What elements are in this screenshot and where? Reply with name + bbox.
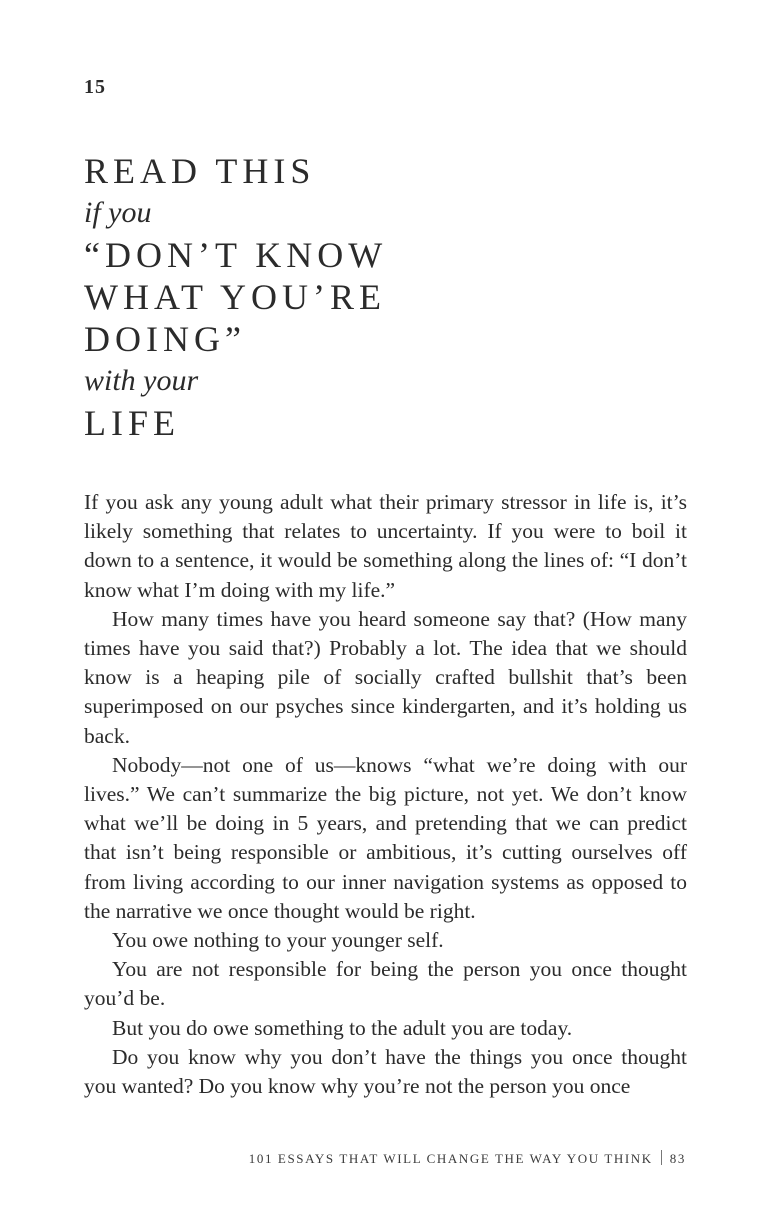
page-number: 83	[669, 1151, 686, 1166]
title-line: if you	[84, 196, 152, 229]
title-line: “DON’T KNOW	[84, 235, 388, 275]
paragraph: You owe nothing to your younger self.	[112, 928, 444, 953]
title-line: WHAT YOU’RE	[84, 277, 386, 317]
chapter-number: 15	[84, 76, 106, 98]
title-line: DOING”	[84, 319, 246, 359]
footer-book-title: 101 ESSAYS THAT WILL CHANGE THE WAY YOU THINK	[248, 1151, 653, 1166]
paragraph: You are not responsible for being the person you once thought you’d be.	[84, 957, 687, 1011]
chapter-title	[84, 150, 584, 444]
paragraph: If you ask any young adult what their primary stressor in life is, it’s likely something that relates to uncertainty. If you were to boil it down to a sentence, it would be something along the lines of: “I don’t know what I’m doing with my life.”	[84, 490, 687, 602]
paragraph: How many times have you heard someone say that? (How many times have you said that?) Probably a lot. The idea that we should know is a heaping pile of socially crafted bullshit that’s been superimposed on our psyches since kindergarten, and it’s holding us back.	[84, 606, 687, 748]
running-footer	[249, 1150, 686, 1167]
title-line: with your	[84, 364, 199, 397]
title-line: READ THIS	[84, 151, 316, 191]
title-line: LIFE	[84, 403, 180, 443]
body-text	[84, 488, 687, 1101]
paragraph: But you do owe something to the adult you are today.	[112, 1015, 573, 1040]
paragraph: Nobody—not one of us—knows “what we’re doing with our lives.” We can’t summarize the big picture, not yet. We don’t know what we’ll be doing in 5 years, and pretending that we can predict that isn’t being responsible or ambitious, it’s cutting ourselves off from living according to our inner navigation systems as opposed to the narrative we once thought would be right.	[84, 752, 687, 923]
footer-divider	[661, 1150, 662, 1165]
paragraph: Do you know why you don’t have the things you once thought you wanted? Do you know why you’re not the person you once	[84, 1044, 687, 1099]
